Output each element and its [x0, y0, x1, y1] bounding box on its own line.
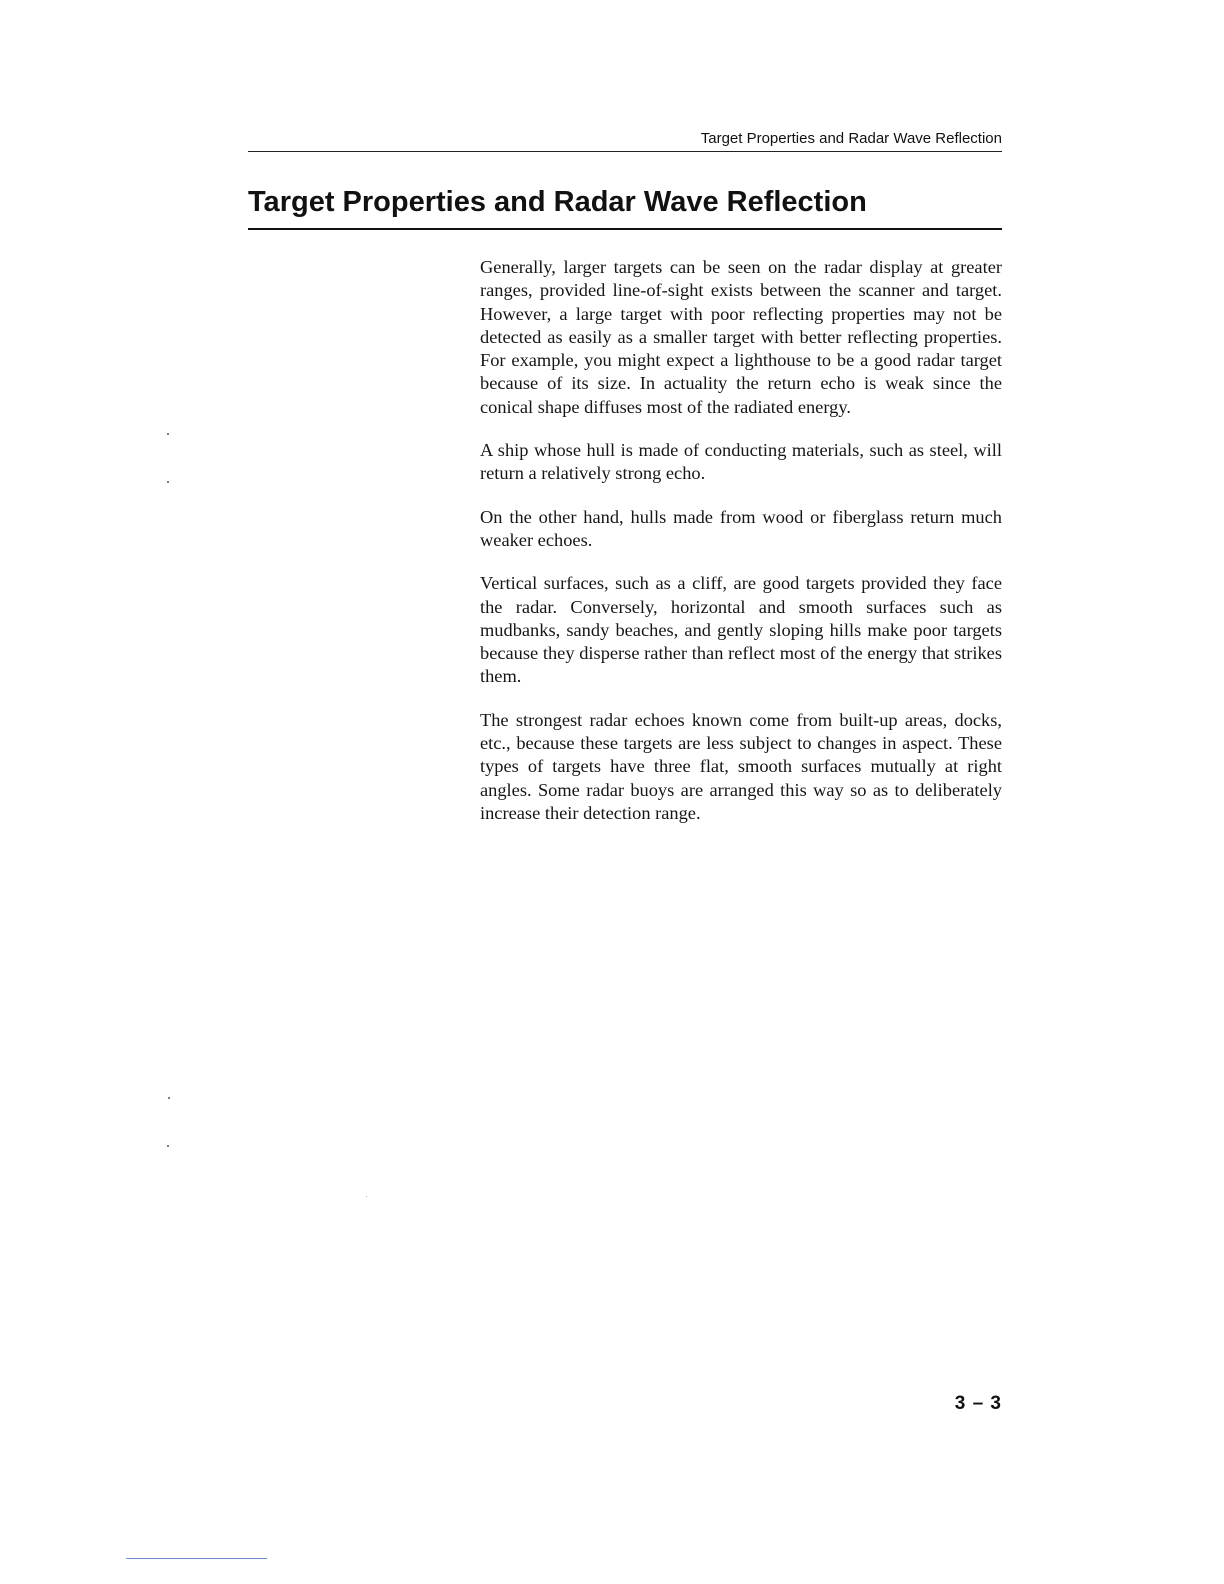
paragraph-steel-hull: A ship whose hull is made of conducting materials, such as steel, will return a relatively strong echo.	[480, 440, 1002, 484]
scan-speck	[366, 1196, 367, 1197]
scan-speck	[167, 433, 169, 435]
title-rule	[248, 228, 1002, 230]
paragraph-strongest-echoes: The strongest radar echoes known come from built-up areas, docks, etc., because these targets are less subject to changes in aspect. These types of targets have three flat, smooth surfaces mutually at right angles. Some radar buoys are arranged this way so as to deliberately increase their detection range.	[480, 709, 1002, 823]
body-text	[480, 256, 1002, 845]
scan-speck	[167, 481, 169, 483]
paragraph-general-targets: Generally, larger targets can be seen on the radar display at greater ranges, provided line-of-sight exists between the scanner and target. However, a large target with poor reflecting properties may not be detected as easily as a smaller target with better reflecting properties. For example, you might expect a lighthouse to be a good radar target because of its size. In actuality the return echo is weak since the conical shape diffuses most of the radiated energy.	[480, 257, 1002, 417]
paragraph-wood-fiberglass: On the other hand, hulls made from wood or fiberglass return much weaker echoes.	[480, 506, 1002, 550]
running-header: Target Properties and Radar Wave Reflection	[700, 130, 1002, 147]
scan-speck	[167, 1145, 169, 1147]
section-title: Target Properties and Radar Wave Reflection	[248, 186, 867, 218]
bottom-edge-line	[126, 1558, 267, 1559]
header-rule	[248, 151, 1002, 152]
scan-speck	[168, 1097, 170, 1099]
page-number: 3 – 3	[954, 1393, 1002, 1414]
paragraph-vertical-surfaces: Vertical surfaces, such as a cliff, are good targets provided they face the radar. Conversely, horizontal and smooth surfaces such as mudbanks, sandy beaches, and gently sloping hills make poor targets because they disperse rather than reflect most of the energy that strikes them.	[480, 573, 1002, 687]
